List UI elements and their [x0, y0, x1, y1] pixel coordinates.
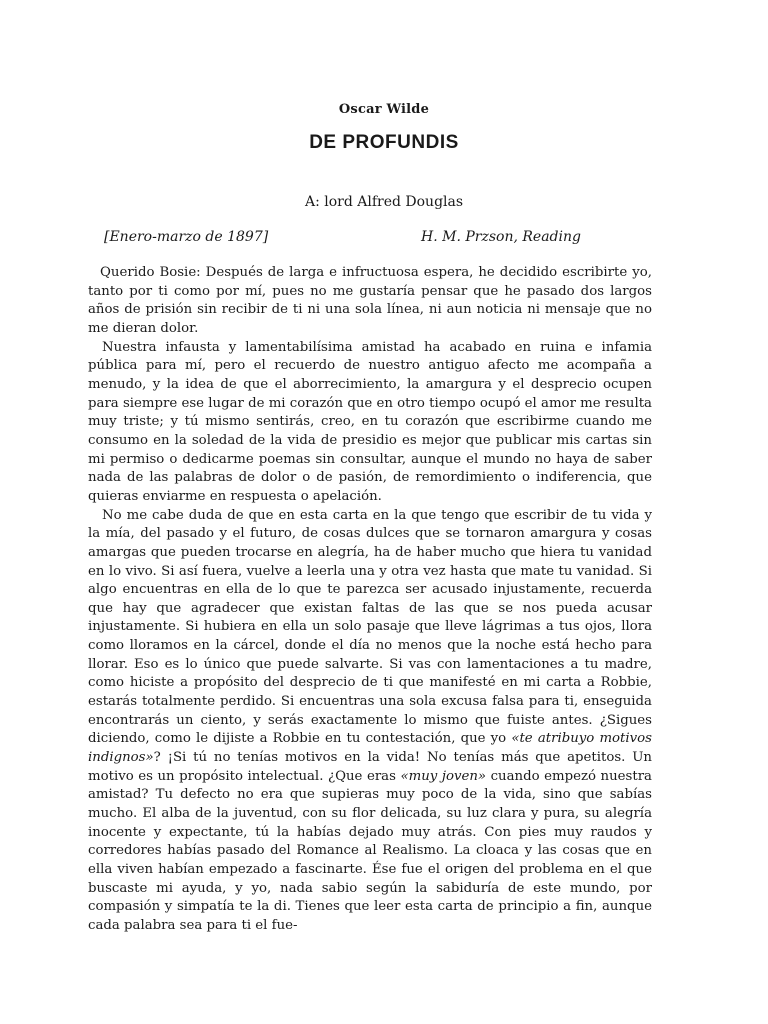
quote-muy-joven: «muy joven» [400, 768, 487, 784]
paragraph-3 [88, 507, 652, 936]
date-line: [Enero-marzo de 1897] [104, 229, 269, 245]
paragraph-2: Nuestra infausta y lamentabilísima amistad ha acabado en ruina e infamia pública para mí, pero el recuerdo de nuestro antiguo afecto me acompaña a menudo, y la idea de que el aborrecimiento, la amargura y el desprecio ocupen para siempre ese lugar de mi corazón que en otro tiempo ocupó el amor me resulta muy triste; y tú mismo sentirás, creo, en tu corazón que escribirme cuando me consumo en la soledad de la vida de presidio es mejor que publicar mis cartas sin mi permiso o dedicarme poemas sin consultar, aunque el mundo no haya de saber nada de las palabras de dolor o de pasión, de remordimiento o indiferencia, que quieras enviarme en respuesta o apelación. [88, 339, 652, 504]
paragraph-3-part-3: cuando empezó nuestra amistad? Tu defecto no era que supieras muy poco de la vida, sino que sabías mucho. El alba de la juventud, con su flor delicada, su luz clara y pura, su alegría inocente y expectante, tú la habías dejado muy atrás. Con pies muy raudos y corredores habías pasado del Romance al Realismo. La cloaca y las cosas que en ella viven habían empezado a fascinarte. Ése fue el origen del problema en el que buscaste mi ayuda, y yo, nada sabio según la sabiduría de este mundo, por compasión y simpatía te la di. Tienes que leer esta carta de principio a fin, aunque cada palabra sea para ti el fue- [88, 768, 652, 933]
letter-body [88, 264, 652, 936]
paragraph-3-part-2: ? ¡Si tú no tenías motivos en la vida! No tenías más que apetitos. Un motivo es un propósito intelectual. ¿Que eras [88, 750, 652, 784]
document-title: DE PROFUNDIS [309, 132, 459, 153]
paragraph-3-part-1: No me cabe duda de que en esta carta en la que tengo que escribir de tu vida y la mía, del pasado y el futuro, de cosas dulces que se tornaron amargura y cosas amargas que pueden trocarse en alegría, ha de haber mucho que hiera tu vanidad en lo vivo. Si así fuera, vuelve a leerla una y otra vez hasta que mate tu vanidad. Si algo encuentras en ella de lo que te parezca ser acusado injustamente, recuerda que hay que agradecer que existan faltas de las que se nos pueda acusar injustamente. Si hubiera en ella un solo pasaje que lleve lágrimas a tus ojos, llora como lloramos en la cárcel, donde el día no menos que la noche está hecho para llorar. Eso es lo único que puede salvarte. Si vas con lamentaciones a tu madre, como hiciste a propósito del desprecio de ti que manifesté en mi carta a Robbie, estarás totalmente perdido. Si encuentras una sola excusa falsa para ti, enseguida encontrarás un ciento, y serás exactamente lo mismo que fuiste antes. ¿Sigues diciendo, como le dijiste a Robbie en tu contestación, que yo [88, 507, 652, 747]
quote-motivos-indignos: «te atribuyo motivos indignos» [88, 731, 652, 766]
place-line: H. M. Przson, Reading [421, 229, 581, 245]
paragraph-1: Querido Bosie: Después de larga e infructuosa espera, he decidido escribirte yo, tanto por ti como por mí, pues no me gustaría pensar que he pasado dos largos años de prisión sin recibir de ti ni una sola línea, ni aun noticia ni mensaje que no me dieran dolor. [88, 265, 652, 336]
author-name: Oscar Wilde [338, 102, 430, 117]
dedication-line: A: lord Alfred Douglas [304, 194, 464, 210]
